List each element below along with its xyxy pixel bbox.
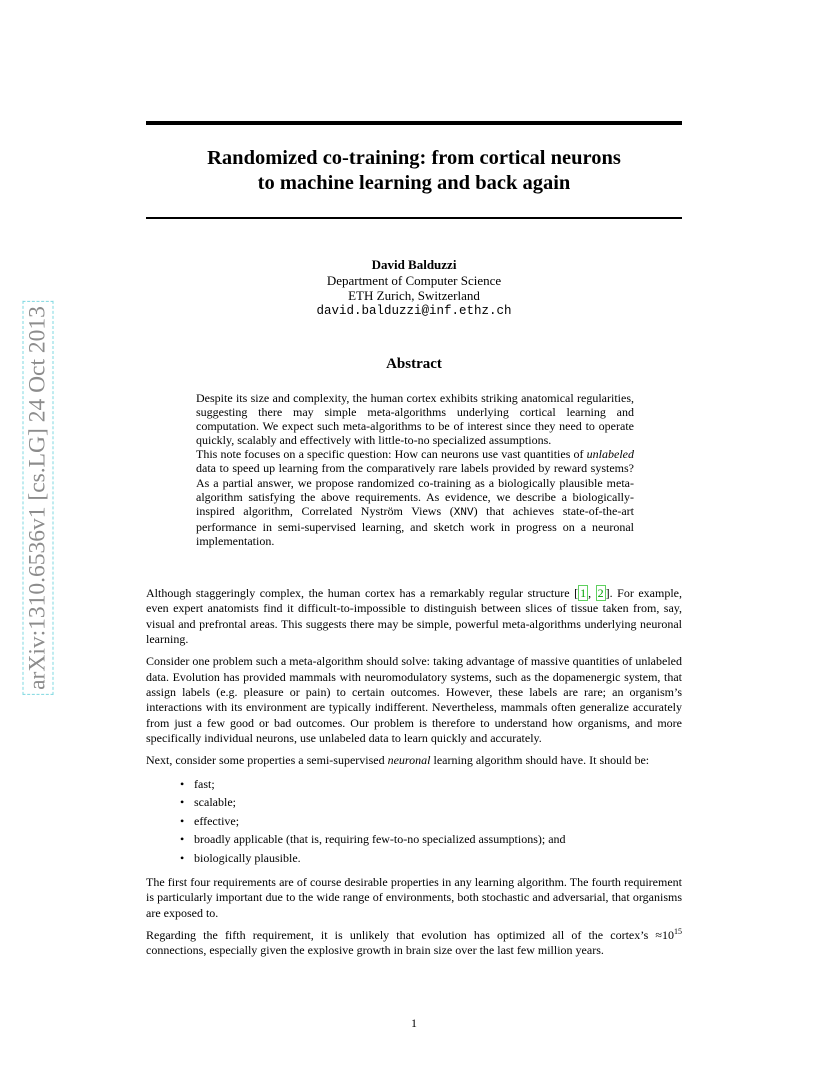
citation-separator: , xyxy=(588,586,596,600)
author-email: david.balduzzi@inf.ethz.ch xyxy=(316,303,512,318)
list-item: • biologically plausible. xyxy=(180,849,682,867)
citation-link-1[interactable]: 1 xyxy=(580,586,587,600)
list-item: • broadly applicable (that is, requiring few-to-no specialized assumptions); and xyxy=(180,830,682,848)
paper-title xyxy=(146,146,682,196)
abstract-p2-text: data to speed up learning from the comparatively rare labels provided by reward systems? As a partial answer, we propose randomized co-training as a biologically plausible meta-algorithm satisfying the above requirements. As evidence, we describe a biologically-inspired algorithm, Correlated Nyström Views ( xyxy=(196,461,634,518)
list-item: • fast; xyxy=(180,775,682,793)
author-block xyxy=(146,257,682,319)
body-p5-text: connections, especially given the explosive growth in brain size over the last few million years. xyxy=(146,943,604,958)
title-top-rule xyxy=(146,121,682,125)
body-paragraph-1 xyxy=(146,586,682,648)
abstract-heading: Abstract xyxy=(386,356,442,372)
algorithm-name-code: XNV xyxy=(453,506,474,519)
abstract-p2-emphasis: unlabeled xyxy=(586,447,634,462)
body-p3-text: Next, consider some properties a semi-supervised xyxy=(146,753,388,768)
list-item: • scalable; xyxy=(180,793,682,811)
body-paragraph-5 xyxy=(146,928,682,959)
list-item: • effective; xyxy=(180,812,682,830)
author-department: Department of Computer Science xyxy=(326,272,502,288)
body-p3-emphasis: neuronal xyxy=(387,753,431,768)
author-name: David Balduzzi xyxy=(371,257,457,272)
abstract-paragraph-2 xyxy=(196,447,634,548)
exponent: 15 xyxy=(674,926,682,936)
abstract-text xyxy=(196,391,634,548)
abstract-p2-text: ) that achieves state-of-the-art performance in semi-supervised learning, and sketch work in progress on a neuronal implementation. xyxy=(196,503,634,548)
requirements-list xyxy=(146,775,682,867)
body-p3-text: learning algorithm should have. It should be: xyxy=(430,753,650,768)
body-p5-text: Regarding the fifth requirement, it is unlikely that evolution has optimized all of the cortex’s ≈10 xyxy=(146,927,674,942)
body-paragraph-4: The first four requirements are of course desirable properties in any learning algorithm. The fourth requirement is particularly important due to the wide range of environments, both stochastic and adversarial, that organisms are exposed to. xyxy=(146,875,682,920)
page-number: 1 xyxy=(411,1016,417,1030)
body-paragraph-3 xyxy=(146,753,682,768)
abstract-paragraph-1: Despite its size and complexity, the human cortex exhibits striking anatomical regularities, suggesting there may simple meta-algorithms underlying cortical learning and computation. We expect such meta-algorithms to be of interest since they need to operate quickly, scalably and effectively with little-to-no specialized assumptions. xyxy=(196,391,634,448)
arxiv-identifier: arXiv:1310.6536v1 [cs.LG] 24 Oct 2013 xyxy=(23,301,54,695)
citation-link-2[interactable]: 2 xyxy=(597,586,604,600)
title-line-1: Randomized co-training: from cortical neurons xyxy=(207,147,621,169)
abstract-p2-text: This note focuses on a specific question: How can neurons use vast quantities of xyxy=(196,447,587,462)
title-line-2: to machine learning and back again xyxy=(257,172,571,194)
author-affiliation: ETH Zurich, Switzerland xyxy=(348,288,480,303)
title-bottom-rule xyxy=(146,217,682,219)
body-p1-text: ]. For example, even expert anatomists find it difficult-to-impossible to distinguish between slices of tissue taken from, say, visual and prefrontal areas. This suggests there may be simple, powerful meta-algorithms underlying neuronal learning. xyxy=(146,586,683,647)
body-text xyxy=(146,586,682,965)
body-paragraph-2: Consider one problem such a meta-algorithm should solve: taking advantage of massive quantities of unlabeled data. Evolution has provided mammals with neuromodulatory systems, such as the dopamenergic system, that assign labels (e.g. pleasure or pain) to certain outcomes. However, these labels are rare; an organism’s interactions with its environment are typically indifferent. Nevertheless, mammals often generalize accurately from just a few good or bad outcomes. Our problem is therefore to understand how organisms, and more specifically individual neurons, use unlabeled data to learn quickly and accurately. xyxy=(146,654,682,746)
body-p1-text: Although staggeringly complex, the human cortex has a remarkably regular structure [ xyxy=(146,586,579,600)
